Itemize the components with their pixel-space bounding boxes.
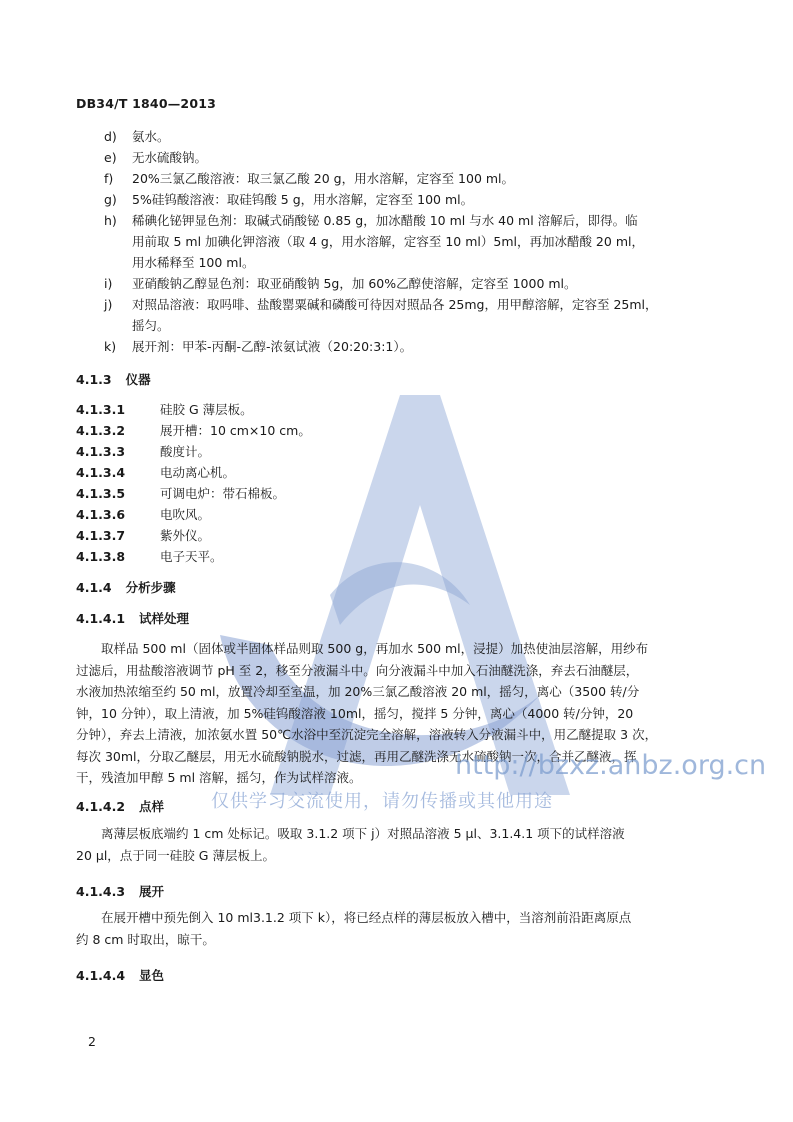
watermark-url: http://bzxz.anbz.org.cn xyxy=(455,750,767,781)
paragraph-line: 每次 30ml，分取乙醚层，用无水硫酸钠脱水，过滤，再用乙醚洗涤无水硫酸钠一次，合并乙醚液，挥 xyxy=(76,748,637,764)
paragraph-line: 取样品 500 ml（固体或半固体样品则取 500 g，再加水 500 ml，浸提）加热使油层溶解，用纱布 xyxy=(76,641,649,656)
paragraph-line: 钟，10 分钟），取上清液，加 5%硅钨酸溶液 10ml，摇匀，搅拌 5 分钟，离心（4000 转/分钟，20 xyxy=(76,705,634,721)
instrument-text: 电吹风。 xyxy=(160,507,211,522)
paragraph-line: 在展开槽中预先倒入 10 ml3.1.2 项下 k），将已经点样的薄层板放入槽中，当溶剂前沿距离原点 xyxy=(76,910,632,925)
document-code: DB34/T 1840—2013 xyxy=(76,96,217,111)
reagent-label: j) xyxy=(104,297,113,312)
instrument-number: 4.1.3.3 xyxy=(76,444,126,459)
instrument-text: 电动离心机。 xyxy=(160,465,236,480)
instrument-number: 4.1.3.1 xyxy=(76,402,126,417)
instrument-text: 硅胶 G 薄层板。 xyxy=(160,402,253,417)
reagent-label: d) xyxy=(104,129,117,144)
reagent-label: e) xyxy=(104,150,117,165)
reagent-text: 亚硝酸钠乙醇显色剂：取亚硝酸钠 5g，加 60%乙醇使溶解，定容至 1000 ml。 xyxy=(132,276,577,291)
section-title: 展开 xyxy=(139,884,165,899)
section-number: 4.1.3 xyxy=(76,372,112,387)
section-title: 显色 xyxy=(139,968,165,983)
instrument-number: 4.1.3.2 xyxy=(76,423,126,438)
reagent-text: 无水硫酸钠。 xyxy=(132,150,208,165)
paragraph-line: 干，残渣加甲醇 5 ml 溶解，摇匀，作为试样溶液。 xyxy=(76,770,362,785)
section-number: 4.1.4.2 xyxy=(76,799,126,814)
section-heading-4-1-4-1 xyxy=(76,609,189,627)
section-heading-4-1-4 xyxy=(76,578,176,596)
reagent-text: 稀碘化铋钾显色剂：取碱式硝酸铋 0.85 g，加冰醋酸 10 ml 与水 40 ml 溶解后，即得。临 xyxy=(132,213,638,228)
section-number: 4.1.4.4 xyxy=(76,968,126,983)
section-heading-4-1-3 xyxy=(76,370,151,388)
section-heading-4-1-4-2 xyxy=(76,797,164,815)
page-number: 2 xyxy=(88,1034,96,1049)
reagent-text: 对照品溶液：取吗啡、盐酸罂粟碱和磷酸可待因对照品各 25mg，用甲醇溶解，定容至 25ml， xyxy=(132,297,658,312)
section-title: 仪器 xyxy=(125,372,151,387)
section-title: 分析步骤 xyxy=(125,580,176,595)
section-heading-4-1-4-3 xyxy=(76,882,164,900)
instrument-number: 4.1.3.5 xyxy=(76,486,126,501)
instrument-number: 4.1.3.7 xyxy=(76,528,126,543)
paragraph-line: 约 8 cm 时取出，晾干。 xyxy=(76,931,215,947)
paragraph-line: 20 μl，点于同一硅胶 G 薄层板上。 xyxy=(76,847,275,863)
reagent-text: 20%三氯乙酸溶液：取三氯乙酸 20 g，用水溶解，定容至 100 ml。 xyxy=(132,171,515,186)
paragraph-line: 离薄层板底端约 1 cm 处标记。吸取 3.1.2 项下 j）对照品溶液 5 μl、3.1.4.1 项下的试样溶液 xyxy=(76,826,625,841)
section-title: 试样处理 xyxy=(139,611,190,626)
reagent-text: 摇匀。 xyxy=(132,318,170,333)
section-number: 4.1.4 xyxy=(76,580,112,595)
reagent-label: i) xyxy=(104,276,113,291)
instrument-text: 电子天平。 xyxy=(160,549,223,564)
section-title: 点样 xyxy=(139,799,165,814)
instrument-text: 紫外仪。 xyxy=(160,528,211,543)
reagent-text: 用水稀释至 100 ml。 xyxy=(132,255,255,270)
section-number: 4.1.4.3 xyxy=(76,884,126,899)
reagent-label: f) xyxy=(104,171,114,186)
paragraph-line: 过滤后，用盐酸溶液调节 pH 至 2，移至分液漏斗中。向分液漏斗中加入石油醚洗涤，弃去石油醚层， xyxy=(76,662,639,678)
instrument-number: 4.1.3.8 xyxy=(76,549,126,564)
section-heading-4-1-4-4 xyxy=(76,966,164,984)
instrument-number: 4.1.3.4 xyxy=(76,465,126,480)
paragraph-line: 水液加热浓缩至约 50 ml，放置冷却至室温，加 20%三氯乙酸溶液 20 ml，摇匀，离心（3500 转/分 xyxy=(76,684,640,699)
instrument-text: 酸度计。 xyxy=(160,444,211,459)
reagent-text: 用前取 5 ml 加碘化钾溶液（取 4 g，用水溶解，定容至 10 ml）5ml，再加冰醋酸 20 ml， xyxy=(132,234,644,249)
instrument-text: 可调电炉：带石棉板。 xyxy=(160,486,286,501)
reagent-text: 展开剂：甲苯-丙酮-乙醇-浓氨试液（20:20:3:1）。 xyxy=(132,339,413,354)
reagent-label: h) xyxy=(104,213,117,228)
watermark-note: 仅供学习交流使用，请勿传播或其他用途 xyxy=(211,791,553,812)
reagent-text: 氨水。 xyxy=(132,129,170,144)
reagent-label: g) xyxy=(104,192,117,207)
reagent-label: k) xyxy=(104,339,117,354)
paragraph-development xyxy=(76,907,716,950)
paragraph-spotting xyxy=(76,823,716,866)
instrument-text: 展开槽：10 cm×10 cm。 xyxy=(160,423,311,438)
reagent-text: 5%硅钨酸溶液：取硅钨酸 5 g，用水溶解，定容至 100 ml。 xyxy=(132,192,474,207)
section-number: 4.1.4.1 xyxy=(76,611,126,626)
instrument-number: 4.1.3.6 xyxy=(76,507,126,522)
paragraph-line: 分钟），弃去上清液，加浓氨水置 50℃水浴中至沉淀完全溶解，溶液转入分液漏斗中，用乙醚提取 3 次， xyxy=(76,727,658,742)
